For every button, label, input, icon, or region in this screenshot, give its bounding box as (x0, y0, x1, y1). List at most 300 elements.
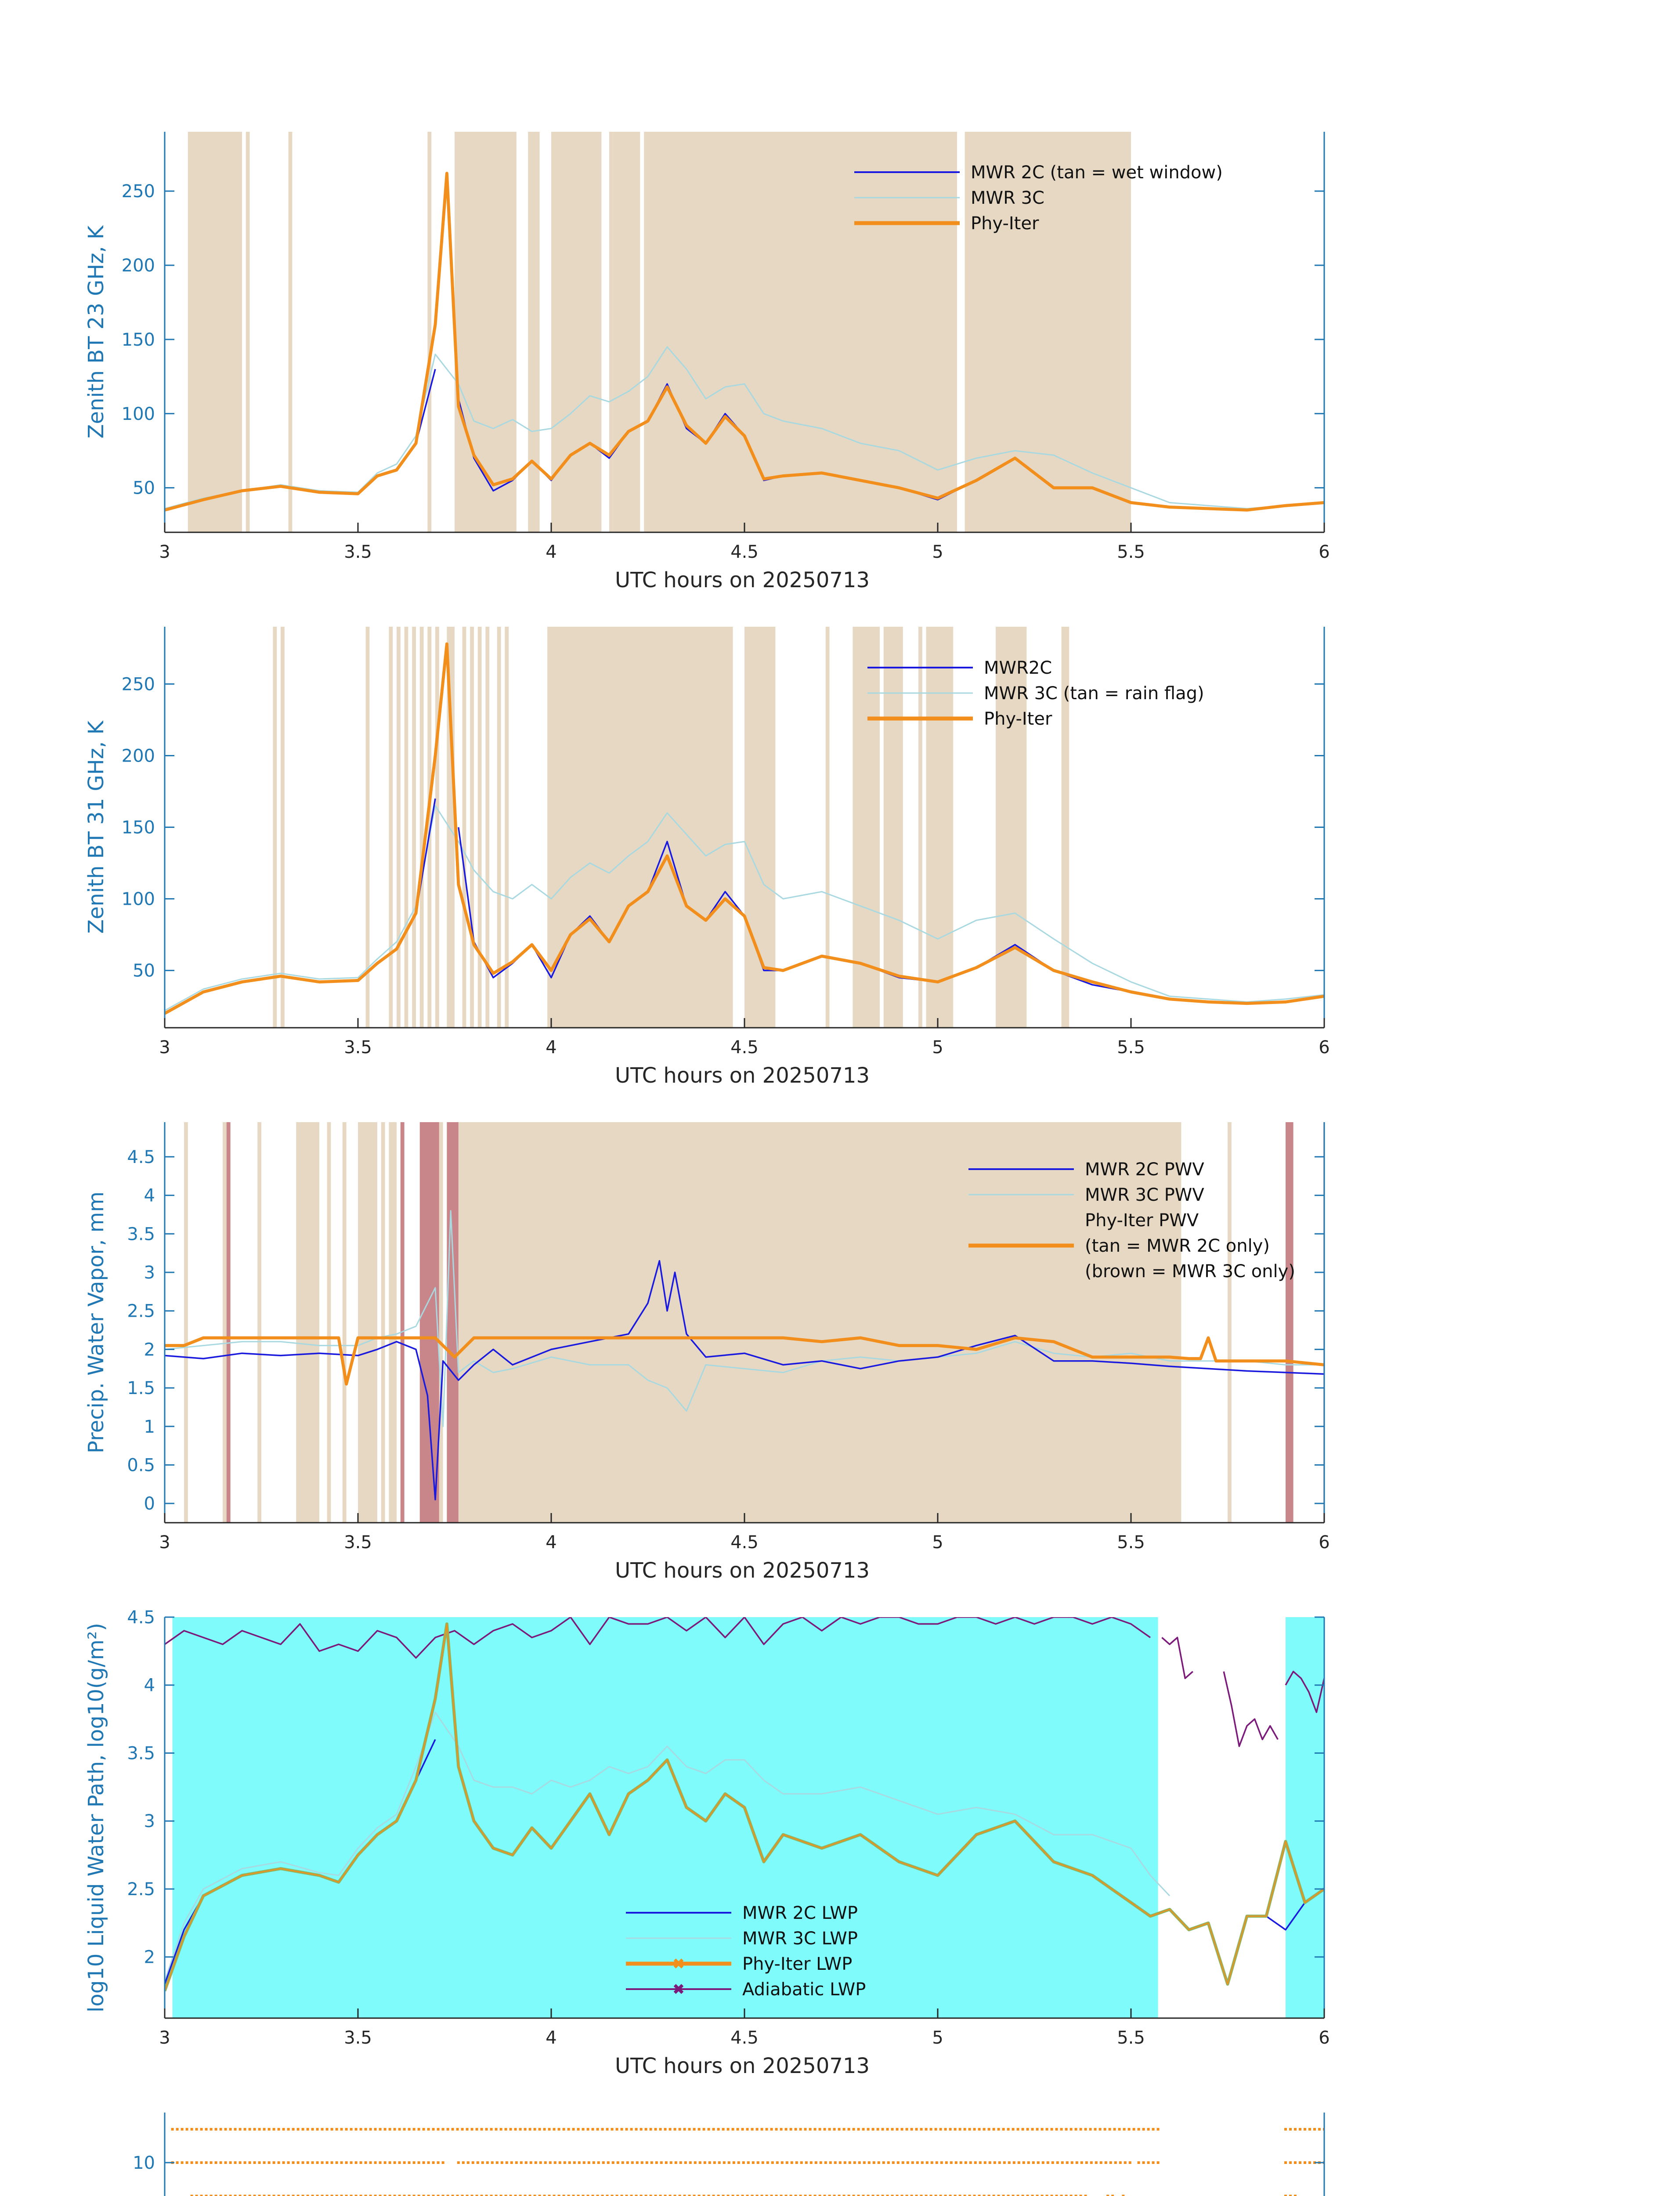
flag-dot-10 (408, 2161, 411, 2164)
flag-dot-11 (481, 2128, 483, 2131)
flag-dot-10 (621, 2161, 624, 2164)
flag-dot-10 (902, 2161, 904, 2164)
flag-dot-11 (423, 2128, 425, 2131)
x-axis-label-bt31: UTC hours on 20250713 (615, 1063, 870, 1088)
flag-dot-11 (993, 2128, 995, 2131)
flag-dot-11 (819, 2128, 821, 2131)
flag-dot-11 (307, 2128, 309, 2131)
y-tick-label-bt23: 250 (121, 181, 155, 202)
flag-dot-11 (1128, 2128, 1131, 2131)
flag-dot-10 (665, 2161, 668, 2164)
flag-dot-11 (1080, 2128, 1082, 2131)
flag-dot-11 (659, 2128, 662, 2131)
flag-dot-10 (191, 2161, 193, 2164)
flag-dot-10 (350, 2161, 353, 2164)
flag-dot-10 (365, 2161, 367, 2164)
flag-dot-11 (205, 2128, 208, 2131)
flag-dot-10 (181, 2161, 184, 2164)
flag-dot-11 (538, 2128, 541, 2131)
flag-dot-11 (181, 2128, 184, 2131)
flag-dot-11 (398, 2128, 401, 2131)
x-tick-label-bt23: 3.5 (344, 542, 372, 562)
shade-brown-pwv-0 (227, 1122, 231, 1523)
flag-dot-10 (979, 2161, 982, 2164)
flag-dot-10 (636, 2161, 639, 2164)
x-tick-label-lwp: 3 (159, 2028, 170, 2048)
flag-dot-10 (631, 2161, 634, 2164)
flag-dot-11 (529, 2128, 531, 2131)
flag-dot-11 (896, 2128, 899, 2131)
flag-dot-10 (708, 2161, 711, 2164)
flag-dot-10 (684, 2161, 687, 2164)
flag-dot-11 (345, 2128, 348, 2131)
legend-label-pwv: (tan = MWR 2C only) (1085, 1236, 1270, 1256)
flag-dot-10 (641, 2161, 643, 2164)
flag-dot-11 (891, 2128, 894, 2131)
flag-dot-10 (679, 2161, 682, 2164)
flag-dot-10 (1095, 2161, 1098, 2164)
flag-dot-11 (882, 2128, 884, 2131)
flag-dot-10 (321, 2161, 324, 2164)
y-tick-label-bt23: 50 (133, 478, 155, 498)
shade-bt31-1 (281, 627, 285, 1028)
flag-dot-10 (1056, 2161, 1059, 2164)
flag-dot-10 (955, 2161, 957, 2164)
flag-dot-11 (935, 2128, 937, 2131)
legend-marker-lwp: ✖ (672, 1981, 685, 1998)
flag-dot-10 (486, 2161, 489, 2164)
flag-dot-10 (1308, 2161, 1311, 2164)
flag-dot-11 (278, 2128, 280, 2131)
flag-dot-10 (771, 2161, 774, 2164)
flag-dot-10 (506, 2161, 508, 2164)
flag-dot-11 (408, 2128, 411, 2131)
flag-dot-11 (1284, 2128, 1287, 2131)
shade-bt31-6 (412, 627, 416, 1028)
flag-dot-10 (853, 2161, 856, 2164)
x-tick-label-bt23: 6 (1319, 542, 1330, 562)
flag-dot-11 (447, 2128, 449, 2131)
flag-dot-10 (950, 2161, 953, 2164)
flag-dot-10 (742, 2161, 745, 2164)
flag-dot-10 (544, 2161, 547, 2164)
flag-dot-11 (567, 2128, 570, 2131)
y-tick-label-lwp: 4 (144, 1675, 155, 1696)
flag-dot-10 (186, 2161, 188, 2164)
flag-dot-11 (282, 2128, 285, 2131)
flag-dot-11 (1104, 2128, 1106, 2131)
flag-dot-10 (858, 2161, 861, 2164)
flag-dot-11 (1304, 2128, 1306, 2131)
flag-dot-10 (873, 2161, 875, 2164)
flag-dot-10 (602, 2161, 605, 2164)
flag-dot-11 (780, 2128, 783, 2131)
flag-dot-11 (249, 2128, 251, 2131)
flag-dot-11 (939, 2128, 942, 2131)
flag-dot-10 (597, 2161, 600, 2164)
y-axis-label-lwp: log10 Liquid Water Path, log10(g/m²) (84, 1623, 108, 2012)
shade-bt31-17 (547, 627, 733, 1028)
flag-dot-11 (384, 2128, 387, 2131)
flag-dot-10 (413, 2161, 415, 2164)
flag-dot-11 (828, 2128, 831, 2131)
y-tick-label-pwv: 1.5 (127, 1378, 155, 1399)
flag-dot-10 (1152, 2161, 1155, 2164)
flag-dot-10 (737, 2161, 740, 2164)
flag-dot-10 (786, 2161, 788, 2164)
shade-bt31-12 (470, 627, 474, 1028)
flag-dot-10 (762, 2161, 764, 2164)
flag-dot-11 (601, 2128, 604, 2131)
flag-dot-10 (670, 2161, 672, 2164)
x-tick-label-lwp: 4.5 (730, 2028, 759, 2048)
flag-dot-10 (336, 2161, 338, 2164)
x-tick-label-lwp: 5 (932, 2028, 943, 2048)
flag-dot-11 (1022, 2128, 1024, 2131)
flag-dot-11 (360, 2128, 362, 2131)
flag-dot-11 (645, 2128, 647, 2131)
flag-dot-10 (379, 2161, 382, 2164)
flag-dot-11 (920, 2128, 923, 2131)
flag-dot-10 (907, 2161, 909, 2164)
flag-dot-11 (471, 2128, 473, 2131)
flag-dot-11 (1041, 2128, 1044, 2131)
x-tick-label-pwv: 3 (159, 1532, 170, 1553)
flag-dot-11 (925, 2128, 928, 2131)
flag-dot-11 (253, 2128, 256, 2131)
flag-dot-11 (268, 2128, 271, 2131)
flag-dot-10 (1018, 2161, 1020, 2164)
flag-dot-11 (795, 2128, 797, 2131)
flag-dot-11 (379, 2128, 382, 2131)
x-tick-label-bt31: 3.5 (344, 1037, 372, 1058)
flag-dot-10 (210, 2161, 213, 2164)
flag-dot-10 (617, 2161, 619, 2164)
flag-dot-10 (389, 2161, 391, 2164)
flag-dot-11 (1294, 2128, 1297, 2131)
shade-bt23-10 (644, 132, 957, 532)
x-tick-label-bt31: 4.5 (730, 1037, 759, 1058)
flag-dot-11 (901, 2128, 903, 2131)
flag-dot-10 (398, 2161, 401, 2164)
flag-dot-11 (389, 2128, 391, 2131)
flag-dot-11 (1075, 2128, 1077, 2131)
flag-dot-10 (916, 2161, 919, 2164)
flag-dot-10 (437, 2161, 440, 2164)
flag-dot-11 (490, 2128, 493, 2131)
flag-dot-11 (582, 2128, 585, 2131)
flag-dot-11 (799, 2128, 802, 2131)
y-tick-label-bt31: 100 (121, 889, 155, 910)
flag-dot-10 (839, 2161, 842, 2164)
flag-dot-11 (1133, 2128, 1135, 2131)
flag-dot-10 (278, 2161, 280, 2164)
shade-pwv-5 (343, 1122, 347, 1523)
flag-dot-11 (302, 2128, 304, 2131)
flag-dot-11 (930, 2128, 932, 2131)
flag-dot-10 (829, 2161, 832, 2164)
flag-dot-10 (316, 2161, 319, 2164)
flag-dot-10 (757, 2161, 759, 2164)
y-tick-label-bt23: 150 (121, 329, 155, 350)
flag-dot-11 (688, 2128, 691, 2131)
shade-pwv-12 (439, 1122, 443, 1523)
flag-dot-11 (679, 2128, 681, 2131)
flag-dot-11 (785, 2128, 788, 2131)
y-tick-label-pwv: 0.5 (127, 1455, 155, 1476)
shade-pwv-7 (381, 1122, 385, 1523)
flag-dot-11 (587, 2128, 589, 2131)
flag-dot-10 (1119, 2161, 1122, 2164)
flag-dot-11 (824, 2128, 826, 2131)
flag-dot-11 (635, 2128, 638, 2131)
flag-dot-11 (848, 2128, 850, 2131)
flag-dot-10 (969, 2161, 972, 2164)
x-tick-label-pwv: 5.5 (1117, 1532, 1145, 1553)
flag-dot-10 (926, 2161, 929, 2164)
flag-dot-11 (1109, 2128, 1111, 2131)
flag-dot-11 (1118, 2128, 1121, 2131)
flag-dot-11 (176, 2128, 179, 2131)
legend-label-bt31: Phy-Iter (984, 709, 1052, 729)
flag-dot-11 (703, 2128, 705, 2131)
y-tick-label-bt31: 250 (121, 674, 155, 695)
flag-dot-11 (1002, 2128, 1005, 2131)
flag-dot-10 (607, 2161, 610, 2164)
x-tick-label-bt23: 4 (546, 542, 557, 562)
flag-dot-10 (472, 2161, 474, 2164)
flag-dot-11 (741, 2128, 744, 2131)
flag-dot-11 (886, 2128, 889, 2131)
flag-dot-10 (1042, 2161, 1044, 2164)
flag-dot-11 (853, 2128, 855, 2131)
flag-dot-10 (1071, 2161, 1073, 2164)
shade-bt23-7 (551, 132, 601, 532)
flag-dot-11 (558, 2128, 560, 2131)
flag-dot-10 (781, 2161, 784, 2164)
flag-dot-10 (515, 2161, 518, 2164)
flag-dot-11 (224, 2128, 227, 2131)
legend-label-lwp: Phy-Iter LWP (742, 1954, 853, 1974)
x-tick-label-bt31: 5.5 (1117, 1037, 1145, 1058)
flag-dot-10 (897, 2161, 900, 2164)
flag-dot-11 (432, 2128, 435, 2131)
flag-dot-11 (717, 2128, 720, 2131)
flag-dot-10 (491, 2161, 494, 2164)
flag-dot-11 (751, 2128, 754, 2131)
flag-dot-11 (712, 2128, 715, 2131)
flag-dot-10 (311, 2161, 314, 2164)
flag-dot-11 (988, 2128, 990, 2131)
flag-dot-11 (674, 2128, 676, 2131)
flag-dot-11 (1308, 2128, 1311, 2131)
flag-dot-10 (998, 2161, 1001, 2164)
flag-dot-11 (500, 2128, 502, 2131)
flag-dot-11 (369, 2128, 372, 2131)
flag-dot-11 (1289, 2128, 1292, 2131)
flag-dot-10 (791, 2161, 793, 2164)
flag-dot-11 (737, 2128, 739, 2131)
panel-lwp (84, 1607, 1330, 2078)
flag-dot-11 (727, 2128, 730, 2131)
flag-dot-10 (205, 2161, 208, 2164)
flag-dot-10 (989, 2161, 991, 2164)
flag-dot-11 (766, 2128, 768, 2131)
flag-dot-11 (770, 2128, 773, 2131)
flag-dot-11 (171, 2128, 174, 2131)
flag-dot-10 (229, 2161, 232, 2164)
x-tick-label-bt31: 4 (546, 1037, 557, 1058)
flag-dot-10 (394, 2161, 396, 2164)
flag-dot-11 (495, 2128, 498, 2131)
flag-dot-10 (477, 2161, 479, 2164)
flag-dot-11 (693, 2128, 696, 2131)
y-tick-label-lwp: 2 (144, 1947, 155, 1968)
flag-dot-11 (978, 2128, 981, 2131)
legend-label-lwp: MWR 3C LWP (742, 1929, 858, 1949)
flag-dot-10 (568, 2161, 571, 2164)
flag-dot-11 (534, 2128, 536, 2131)
flag-dot-10 (921, 2161, 924, 2164)
flag-dot-10 (824, 2161, 827, 2164)
flag-dot-10 (1299, 2161, 1301, 2164)
flag-dot-11 (664, 2128, 667, 2131)
flag-dot-11 (732, 2128, 734, 2131)
y-tick-label-pwv: 2 (144, 1340, 155, 1360)
flag-dot-10 (1080, 2161, 1083, 2164)
flag-dot-10 (655, 2161, 658, 2164)
flag-dot-11 (234, 2128, 237, 2131)
flag-dot-10 (834, 2161, 837, 2164)
flag-dot-11 (838, 2128, 841, 2131)
shade-bt23-8 (609, 132, 613, 532)
flag-dot-10 (849, 2161, 851, 2164)
flag-dot-10 (340, 2161, 343, 2164)
flag-dot-11 (949, 2128, 952, 2131)
flag-dot-10 (195, 2161, 198, 2164)
flag-dot-11 (959, 2128, 961, 2131)
flag-dot-10 (1003, 2161, 1006, 2164)
flag-dot-11 (509, 2128, 512, 2131)
flag-dot-11 (843, 2128, 845, 2131)
flag-dot-10 (984, 2161, 986, 2164)
legend-label-lwp: MWR 2C LWP (742, 1903, 858, 1923)
flag-dot-10 (1032, 2161, 1035, 2164)
flag-dot-11 (1055, 2128, 1058, 2131)
flag-dot-11 (611, 2128, 614, 2131)
flag-dot-10 (1289, 2161, 1292, 2164)
flag-dot-11 (1094, 2128, 1097, 2131)
flag-dot-11 (263, 2128, 266, 2131)
flag-dot-10 (573, 2161, 576, 2164)
flag-dot-11 (413, 2128, 415, 2131)
y-axis-label-bt31: Zenith BT 31 GHz, K (84, 721, 108, 934)
flag-dot-11 (1026, 2128, 1029, 2131)
flag-dot-10 (844, 2161, 846, 2164)
shade-bt31-21 (884, 627, 903, 1028)
flag-dot-10 (718, 2161, 721, 2164)
flag-dot-10 (795, 2161, 798, 2164)
flag-dot-10 (626, 2161, 629, 2164)
flag-dot-10 (1114, 2161, 1117, 2164)
flag-dot-11 (1051, 2128, 1053, 2131)
flag-dot-11 (833, 2128, 836, 2131)
flag-dot-10 (292, 2161, 295, 2164)
shade-bt31-19 (826, 627, 830, 1028)
flag-dot-10 (1284, 2161, 1287, 2164)
x-tick-label-lwp: 6 (1319, 2028, 1330, 2048)
flag-dot-10 (423, 2161, 425, 2164)
y-tick-label-pwv: 3.5 (127, 1224, 155, 1245)
flag-dot-11 (756, 2128, 759, 2131)
flag-dot-10 (215, 2161, 217, 2164)
flag-dot-10 (559, 2161, 561, 2164)
flag-dot-10 (403, 2161, 406, 2164)
y-tick-label-lwp: 4.5 (127, 1607, 155, 1628)
flag-dot-10 (307, 2161, 309, 2164)
flag-dot-11 (944, 2128, 947, 2131)
flag-dot-10 (249, 2161, 251, 2164)
flag-dot-10 (1147, 2161, 1150, 2164)
flag-dot-11 (1313, 2128, 1316, 2131)
flag-dot-11 (1070, 2128, 1073, 2131)
flag-dot-10 (820, 2161, 822, 2164)
shade-brown-pwv-1 (401, 1122, 405, 1523)
flag-dot-10 (728, 2161, 730, 2164)
flag-dot-11 (1157, 2128, 1160, 2131)
legend-label-bt23: MWR 2C (tan = wet window) (971, 163, 1223, 183)
flag-dot-10 (776, 2161, 779, 2164)
flag-dot-11 (461, 2128, 464, 2131)
flag-dot-10 (564, 2161, 566, 2164)
flag-dot-11 (321, 2128, 324, 2131)
flag-dot-11 (1147, 2128, 1150, 2131)
flag-dot-11 (572, 2128, 575, 2131)
flag-dot-11 (877, 2128, 879, 2131)
flag-dot-10 (1138, 2161, 1140, 2164)
flag-dot-10 (1142, 2161, 1145, 2164)
flag-dot-11 (906, 2128, 908, 2131)
x-tick-label-bt23: 5.5 (1117, 542, 1145, 562)
legend-label-pwv: MWR 3C PWV (1085, 1185, 1204, 1205)
x-tick-label-bt23: 3 (159, 542, 170, 562)
flag-dot-10 (960, 2161, 962, 2164)
shade-bt31-3 (389, 627, 393, 1028)
y-tick-label-bt31: 50 (133, 961, 155, 981)
flag-dot-11 (1142, 2128, 1145, 2131)
y-tick-label-pwv: 3 (144, 1263, 155, 1283)
flag-dot-10 (462, 2161, 465, 2164)
flag-dot-11 (698, 2128, 701, 2131)
flag-dot-11 (476, 2128, 478, 2131)
flag-dot-10 (766, 2161, 769, 2164)
x-axis-label-pwv: UTC hours on 20250713 (615, 1558, 870, 1583)
flag-dot-11 (326, 2128, 329, 2131)
flag-dot-11 (804, 2128, 807, 2131)
y-tick-label-pwv: 4.5 (127, 1147, 155, 1167)
flag-dot-11 (350, 2128, 353, 2131)
flag-dot-10 (360, 2161, 362, 2164)
flag-dot-11 (616, 2128, 618, 2131)
flag-dot-11 (292, 2128, 295, 2131)
y-tick-label-pwv: 4 (144, 1185, 155, 1206)
flag-dot-11 (374, 2128, 377, 2131)
flag-dot-10 (940, 2161, 943, 2164)
flag-dot-10 (418, 2161, 420, 2164)
flag-dot-11 (669, 2128, 672, 2131)
shade-bt31-9 (435, 627, 439, 1028)
x-tick-label-bt23: 5 (932, 542, 943, 562)
